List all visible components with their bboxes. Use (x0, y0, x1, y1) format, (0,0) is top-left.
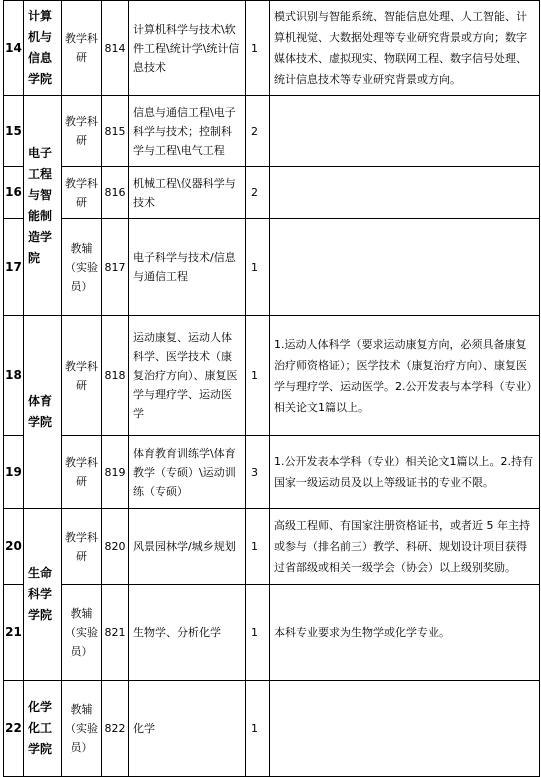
table-row (4, 585, 540, 681)
row-number: 17 (4, 219, 24, 316)
position-code: 821 (102, 585, 129, 681)
other-requirement: 本科专业要求为生物学或化学专业。 (270, 585, 540, 681)
row-number: 18 (4, 316, 24, 436)
headcount: 1 (246, 219, 270, 316)
other-requirement (270, 167, 540, 219)
headcount: 2 (246, 167, 270, 219)
table-row (4, 436, 540, 509)
row-number: 15 (4, 96, 24, 167)
college-name: 电子工程与智能制造学院 (24, 96, 62, 316)
row-number: 21 (4, 585, 24, 681)
major-requirement: 机械工程\仪器科学与技术 (129, 167, 246, 219)
position-code: 815 (102, 96, 129, 167)
college-name: 生命科学学院 (24, 509, 62, 681)
position-type: 教学科研 (62, 1, 102, 96)
recruitment-table (3, 0, 540, 777)
major-requirement: 体育教育训练学\体育教学（专硕）\运动训练（专硕） (129, 436, 246, 509)
other-requirement (270, 96, 540, 167)
position-code: 817 (102, 219, 129, 316)
row-number: 22 (4, 681, 24, 777)
table-row (4, 1, 540, 96)
position-code: 822 (102, 681, 129, 777)
major-requirement: 计算机科学与技术\软件工程\统计学\统计信息技术 (129, 1, 246, 96)
table-row (4, 219, 540, 316)
row-number: 19 (4, 436, 24, 509)
college-name: 计算机与信息学院 (24, 1, 62, 96)
row-number: 20 (4, 509, 24, 585)
other-requirement (270, 219, 540, 316)
headcount: 1 (246, 316, 270, 436)
table-row (4, 167, 540, 219)
position-type: 教学科研 (62, 436, 102, 509)
college-name: 化学化工学院 (24, 681, 62, 777)
other-requirement: 高级工程师、有国家注册资格证书，或者近 5 年主持或参与（排名前三）教学、科研、规划设计项目获得过省部级或相关一级学会（协会）以上级别奖励。 (270, 509, 540, 585)
other-requirement: 1.运动人体科学（要求运动康复方向，必须具备康复治疗师资格证）；医学技术（康复治疗方向）、康复医学与理疗学、运动医学。2.公开发表与本学科（专业）相关论文1篇以上。 (270, 316, 540, 436)
major-requirement: 信息与通信工程\电子科学与技术；控制科学与工程\电气工程 (129, 96, 246, 167)
major-requirement: 电子科学与技术/信息与通信工程 (129, 219, 246, 316)
row-number: 16 (4, 167, 24, 219)
other-requirement: 模式识别与智能系统、智能信息处理、人工智能、计算机视觉、大数据处理等专业研究背景或方向；数字媒体技术、虚拟现实、物联网工程、数字信号处理、统计信息技术等专业研究背景或方向。 (270, 1, 540, 96)
position-type: 教辅（实验员） (62, 585, 102, 681)
row-number: 14 (4, 1, 24, 96)
table-row (4, 509, 540, 585)
position-type: 教学科研 (62, 96, 102, 167)
position-code: 819 (102, 436, 129, 509)
headcount: 2 (246, 96, 270, 167)
position-code: 818 (102, 316, 129, 436)
position-type: 教学科研 (62, 509, 102, 585)
position-type: 教辅（实验员） (62, 219, 102, 316)
position-code: 816 (102, 167, 129, 219)
table-row (4, 316, 540, 436)
headcount: 1 (246, 681, 270, 777)
major-requirement: 运动康复、运动人体科学、医学技术（康复治疗方向）、康复医学与理疗学、运动医学 (129, 316, 246, 436)
other-requirement (270, 681, 540, 777)
position-type: 教辅（实验员） (62, 681, 102, 777)
table-row (4, 96, 540, 167)
major-requirement: 化学 (129, 681, 246, 777)
position-code: 820 (102, 509, 129, 585)
headcount: 1 (246, 1, 270, 96)
headcount: 1 (246, 509, 270, 585)
major-requirement: 生物学、分析化学 (129, 585, 246, 681)
position-type: 教学科研 (62, 167, 102, 219)
headcount: 1 (246, 585, 270, 681)
table-row (4, 681, 540, 777)
position-code: 814 (102, 1, 129, 96)
headcount: 3 (246, 436, 270, 509)
major-requirement: 风景园林学/城乡规划 (129, 509, 246, 585)
other-requirement: 1.公开发表本学科（专业）相关论文1篇以上。2.持有国家一级运动员及以上等级证书的专业不限。 (270, 436, 540, 509)
college-name: 体育学院 (24, 316, 62, 509)
position-type: 教学科研 (62, 316, 102, 436)
